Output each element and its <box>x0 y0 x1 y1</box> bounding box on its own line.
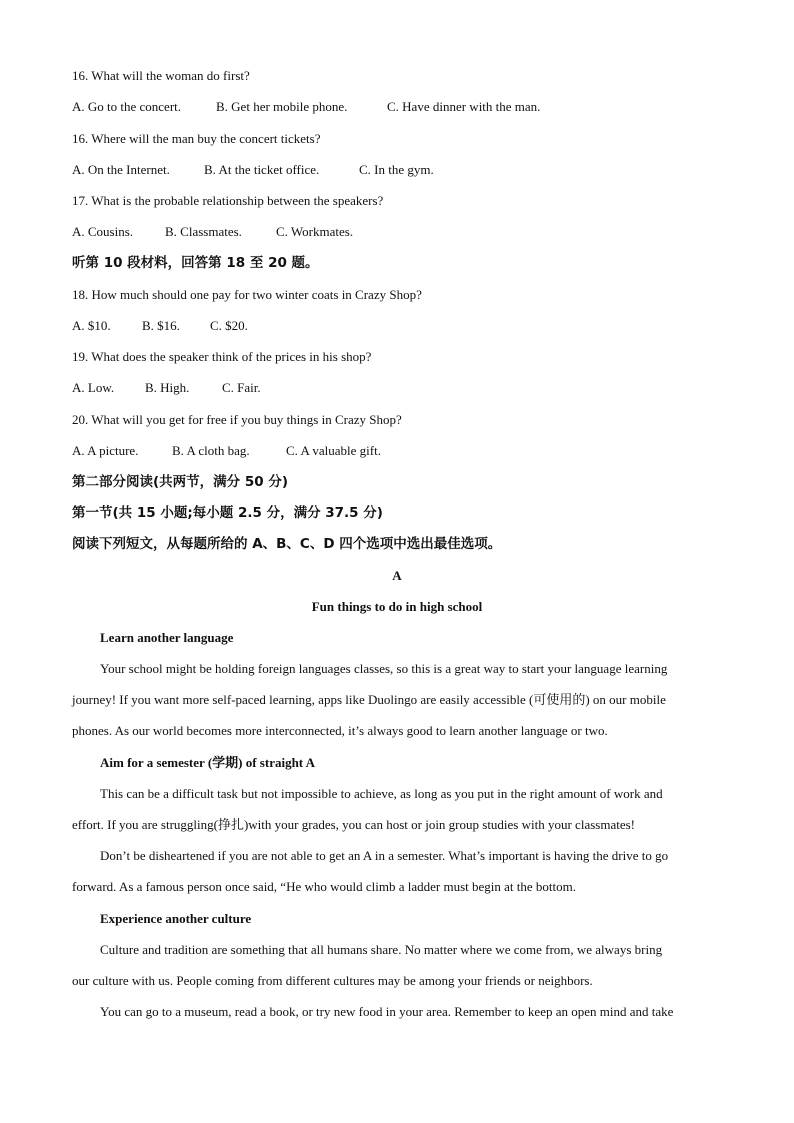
option-c: C. A valuable gift. <box>286 443 381 458</box>
option-a: A. Go to the concert. <box>72 99 182 114</box>
option-a: A. On the Internet. <box>72 162 170 177</box>
option-a: A. Cousins. <box>72 224 134 239</box>
option-a: A. Low. <box>72 380 115 395</box>
question-17: 17. What is the probable relationship between the speakers? <box>72 193 384 208</box>
option-c: C. Have dinner with the man. <box>387 99 541 114</box>
options-16a <box>72 98 724 116</box>
option-b: B. At the ticket office. <box>204 162 320 177</box>
section-heading-10: 听第 10 段材料，回答第 18 至 20 题。 <box>72 255 319 271</box>
option-c: C. In the gym. <box>359 162 434 177</box>
part2-heading: 第二部分阅读(共两节，满分 50 分) <box>72 474 289 490</box>
question-16b: 16. Where will the man buy the concert tickets? <box>72 131 321 146</box>
option-b: B. High. <box>145 380 190 395</box>
options-16b <box>72 161 724 179</box>
paragraph-line: Your school might be holding foreign languages classes, so this is a great way to start your language learning <box>100 661 668 676</box>
option-c: C. Fair. <box>222 380 261 395</box>
option-c: C. $20. <box>210 318 248 333</box>
section1-heading: 第一节(共 15 小题;每小题 2.5 分，满分 37.5 分) <box>72 505 383 521</box>
subheading-language: Learn another language <box>100 630 234 645</box>
option-b: B. $16. <box>142 318 180 333</box>
paragraph-line: journey! If you want more self-paced learning, apps like Duolingo are easily accessible (可使用的) on our mobile <box>72 692 666 707</box>
paragraph-line: forward. As a famous person once said, “He who would climb a ladder must begin at the bottom. <box>72 879 576 894</box>
question-20: 20. What will you get for free if you buy things in Crazy Shop? <box>72 412 402 427</box>
paragraph-line: phones. As our world becomes more interconnected, it’s always good to learn another language or two. <box>72 723 608 738</box>
options-19 <box>72 379 724 397</box>
option-b: B. A cloth bag. <box>172 443 250 458</box>
options-17 <box>72 223 724 241</box>
options-18 <box>72 317 724 335</box>
option-c: C. Workmates. <box>276 224 354 239</box>
option-b: B. Classmates. <box>165 224 242 239</box>
paragraph-line: Don’t be disheartened if you are not able to get an A in a semester. What’s important is having the drive to go <box>100 848 669 863</box>
paragraph-line: This can be a difficult task but not impossible to achieve, as long as you put in the right amount of work and <box>100 786 663 801</box>
passage-title: Fun things to do in high school <box>311 599 483 614</box>
paragraph-line: You can go to a museum, read a book, or try new food in your area. Remember to keep an open mind and take <box>100 1004 674 1019</box>
option-a: A. $10. <box>72 318 111 333</box>
options-20 <box>72 442 724 460</box>
option-b: B. Get her mobile phone. <box>216 99 348 114</box>
paragraph-line: Culture and tradition are something that all humans share. No matter where we come from, we always bring <box>100 942 663 957</box>
paragraph-line: effort. If you are struggling(挣扎)with your grades, you can host or join group studies with your classmates! <box>72 817 635 832</box>
option-a: A. A picture. <box>72 443 139 458</box>
question-18: 18. How much should one pay for two winter coats in Crazy Shop? <box>72 287 422 302</box>
passage-letter: A <box>392 568 402 583</box>
subheading-culture: Experience another culture <box>100 911 252 926</box>
paragraph-line: our culture with us. People coming from different cultures may be among your friends or neighbors. <box>72 973 593 988</box>
question-19: 19. What does the speaker think of the prices in his shop? <box>72 349 372 364</box>
reading-instruction: 阅读下列短文，从每题所给的 A、B、C、D 四个选项中选出最佳选项。 <box>72 536 502 552</box>
subheading-semester: Aim for a semester (学期) of straight A <box>100 755 316 770</box>
question-16a: 16. What will the woman do first? <box>72 68 250 83</box>
